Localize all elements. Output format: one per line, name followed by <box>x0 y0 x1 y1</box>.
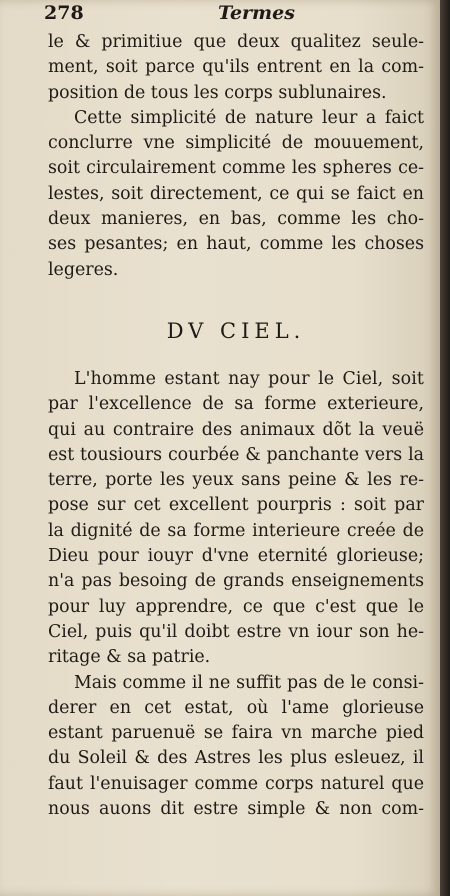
text-line: conclurre vne simplicité de mouuement, <box>48 133 424 154</box>
section-title: DV CIEL. <box>166 318 306 343</box>
text-line: est tousiours courbée & panchante vers la <box>48 444 424 465</box>
text-line: estant paruenuë se faira vn marche pied <box>48 723 424 744</box>
text-line: Mais comme il ne suffit pas de le consi- <box>74 672 424 693</box>
text-line: faut l'enuisager comme corps naturel que <box>48 773 424 794</box>
text-line: pour luy apprendre, ce que c'est que le <box>48 596 424 617</box>
paragraph-mais <box>48 671 424 823</box>
running-head: Termes <box>218 2 295 24</box>
text-line: deux manieres, en bas, comme les cho- <box>48 209 424 230</box>
page-text-block <box>44 0 424 822</box>
text-line: la dignité de sa forme interieure creée de <box>48 520 424 541</box>
text-line: Cette simplicité de nature leur a faict <box>74 107 424 128</box>
text-line: ses pesantes; en haut, comme les choses <box>48 234 424 255</box>
text-line: L'homme estant nay pour le Ciel, soit <box>74 368 424 389</box>
text-line: ritage & sa patrie. <box>48 647 211 668</box>
text-line: derer en cet estat, où l'ame glorieuse <box>48 697 424 718</box>
paragraph-simplicity <box>48 106 424 283</box>
text-line: ment, soit parce qu'ils entrent en la com- <box>48 57 424 78</box>
text-line: du Soleil & des Astres les plus esleuez, il <box>48 748 424 769</box>
page-number: 278 <box>44 2 84 24</box>
text-line: pose sur cet excellent pourpris : soit par <box>48 495 424 516</box>
text-line: Dieu pour iouyr d'vne eternité glorieuse; <box>48 546 424 567</box>
text-line: lestes, soit directement, ce qui se faict en <box>48 183 424 204</box>
text-line: nous auons dit estre simple & non com- <box>48 799 424 820</box>
text-line: n'a pas besoing de grands enseignements <box>48 571 424 592</box>
page-header <box>44 0 424 30</box>
book-edge <box>440 0 450 896</box>
text-line: legeres. <box>48 259 119 280</box>
text-line: le & primitiue que deux qualitez seule- <box>48 32 424 52</box>
text-line: terre, porte les yeux sans peine & les re- <box>48 470 424 491</box>
text-line: Ciel, puis qu'il doibt estre vn iour son he- <box>48 621 424 642</box>
paragraph-continuation <box>48 30 424 106</box>
paragraph-homme <box>48 367 424 671</box>
text-line: par l'excellence de sa forme exterieure, <box>48 394 424 415</box>
text-line: position de tous les corps sublunaires. <box>48 82 387 103</box>
text-line: soit circulairement comme les spheres ce- <box>48 158 424 179</box>
text-line: qui au contraire des animaux dõt la veuë <box>48 419 424 440</box>
